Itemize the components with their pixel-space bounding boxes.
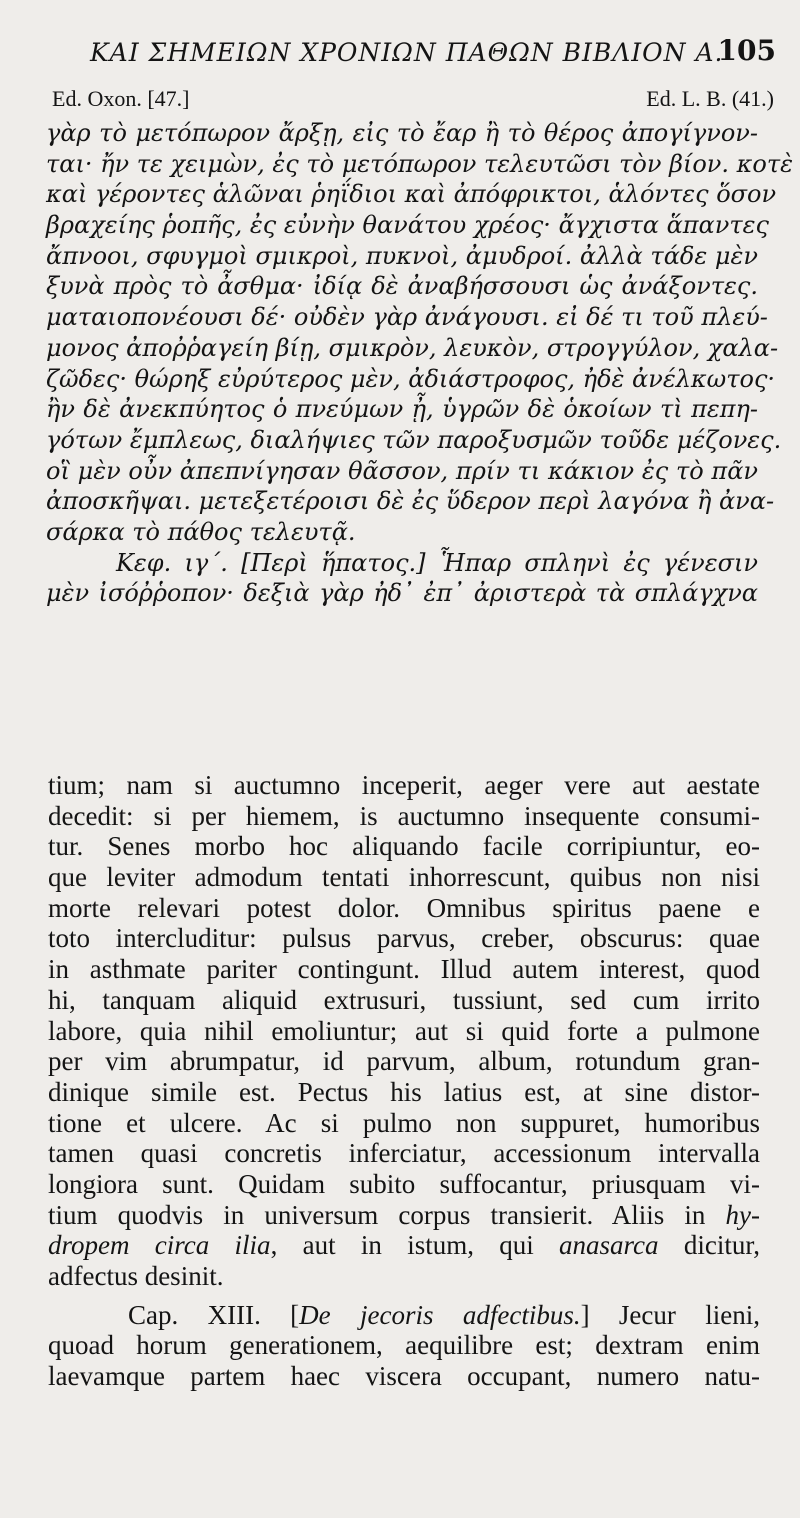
latin-line: [48, 1200, 760, 1231]
latin-line: [48, 1230, 760, 1261]
running-title: ΚΑΙ ΣΗΜΕΙΩΝ ΧΡΟΝΙΩΝ ΠΑΘΩΝ ΒΙΒΛΙΟΝ Α.: [90, 38, 724, 67]
page-number: 105: [717, 34, 776, 67]
latin-line-text: dicitur,: [683, 1230, 760, 1261]
italic-term-anasarca: anasarca: [559, 1230, 659, 1261]
greek-line: ται· ἤν τε χειμὼν, ἐς τὸ μετόπωρον τελευτῶσι τὸν βίον. κοτὲ: [46, 149, 793, 178]
greek-line: ματαιοπονέουσι δέ· οὐδὲν γὰρ ἀνάγουσι. εἰ δέ τι τοῦ πλεύ-: [46, 303, 768, 332]
greek-line: μονος ἀποῤῥαγείη βίῃ, σμικρὸν, λευκὸν, στρογγύλον, χαλα-: [46, 333, 779, 362]
edition-references: [52, 86, 774, 114]
greek-line: γὰρ τὸ μετόπωρον ἄρξῃ, εἰς τὸ ἔαρ ἢ τὸ θέρος ἀπογίγνον-: [46, 119, 758, 147]
latin-line: laevamque partem haec viscera occupant, numero natu-: [48, 1361, 760, 1392]
latin-text-block: [48, 770, 760, 1392]
latin-line: per vim abrumpatur, id parvum, album, rotundum gran-: [48, 1046, 760, 1077]
latin-line: in asthmate pariter contingunt. Illud autem interest, quod: [48, 954, 760, 985]
latin-line: que leviter admodum tentati inhorrescunt, quibus non nisi: [48, 862, 760, 893]
italic-term-hydropem: hy-: [725, 1199, 761, 1230]
latin-line: tamen quasi concretis inferciatur, accessionum intervalla: [48, 1138, 760, 1169]
chapter-rest: ] Jecur lieni,: [580, 1299, 760, 1330]
greek-line: μὲν ἰσόῤῥοπον· δεξιὰ γὰρ ἠδ᾽ ἐπ᾽ ἀριστερὰ τὰ σπλάγχνα: [46, 579, 758, 608]
italic-term-hydropem: dropem circa ilia: [48, 1230, 271, 1261]
greek-line: οἳ μὲν οὖν ἀπεπνίγησαν θᾶσσον, πρίν τι κάκιον ἐς τὸ πᾶν: [46, 456, 758, 485]
latin-line: tur. Senes morbo hoc aliquando facile corripiuntur, eo-: [48, 831, 760, 862]
latin-line-text: tium quodvis in universum corpus transierit. Aliis in: [48, 1199, 706, 1230]
greek-line: ἀποσκῆψαι. μετεξετέροισι δὲ ἐς ὕδερον περὶ λαγόνα ἢ ἀνα-: [46, 487, 775, 516]
greek-text-block: [46, 118, 793, 609]
latin-line: dinique simile est. Pectus his latius est, at sine distor-: [48, 1076, 760, 1107]
greek-chapter-heading: Κεφ. ιγ΄. [Περὶ ἥπατος.] Ἧπαρ σπληνὶ ἐς γένεσιν: [116, 548, 758, 577]
latin-line-text: , aut in istum, qui: [270, 1230, 534, 1261]
latin-line: toto intercluditur: pulsus parvus, creber, obscurus: quae: [48, 923, 760, 954]
latin-chapter-heading: [48, 1300, 760, 1331]
latin-line: quoad horum generationem, aequilibre est; dextram enim: [48, 1330, 760, 1361]
latin-line: hi, tanquam aliquid extrusuri, tussiunt, sed cum irrito: [48, 984, 760, 1015]
latin-line: labore, quia nihil emoliuntur; aut si quid forte a pulmone: [48, 1015, 760, 1046]
edition-leiden: Ed. L. B. (41.): [646, 86, 774, 111]
greek-line: βραχείης ῥοπῆς, ἐς εὐνὴν θανάτου χρέος· ἄγχιστα ἅπαντες: [46, 211, 769, 240]
latin-line: decedit: si per hiemem, is auctumno insequente consumi-: [48, 800, 760, 831]
greek-line: καὶ γέροντες ἁλῶναι ῥηΐδιοι καὶ ἀπόφρικτοι, ἁλόντες ὅσον: [46, 180, 777, 209]
latin-line: morte relevari potest dolor. Omnibus spiritus paene e: [48, 892, 760, 923]
greek-line: ἢν δὲ ἀνεκπύητος ὁ πνεύμων ᾖ, ὑγρῶν δὲ ὁκοίων τὶ πεπη-: [46, 395, 758, 424]
greek-line: σάρκα τὸ πάθος τελευτᾷ.: [46, 517, 356, 546]
chapter-title: De jecoris adfectibus.: [299, 1299, 581, 1330]
greek-line: γότων ἔμπλεως, διαλήψιες τῶν παροξυσμῶν τοῦδε μέζονες.: [46, 425, 782, 454]
latin-line: tione et ulcere. Ac si pulmo non suppuret, humoribus: [48, 1107, 760, 1138]
latin-line: tium; nam si auctumno inceperit, aeger vere aut aestate: [48, 770, 760, 800]
running-head: [46, 34, 776, 74]
greek-line: ἄπνοοι, σφυγμοὶ σμικροὶ, πυκνοὶ, ἀμυδροί. ἀλλὰ τάδε μὲν: [46, 241, 758, 270]
greek-line: ξυνὰ πρὸς τὸ ἆσθμα· ἰδίᾳ δὲ ἀναβήσσουσι ὡς ἀνάξοντες.: [46, 272, 758, 301]
edition-oxford: Ed. Oxon. [47.]: [52, 86, 190, 111]
greek-line: ζῶδες· θώρηξ εὐρύτερος μὲν, ἀδιάστροφος, ἠδὲ ἀνέλκωτος·: [46, 364, 776, 393]
latin-line: longiora sunt. Quidam subito suffocantur, priusquam vi-: [48, 1168, 760, 1199]
latin-line: adfectus desinit.: [48, 1261, 224, 1291]
chapter-label: Cap. XIII. [: [128, 1299, 300, 1330]
